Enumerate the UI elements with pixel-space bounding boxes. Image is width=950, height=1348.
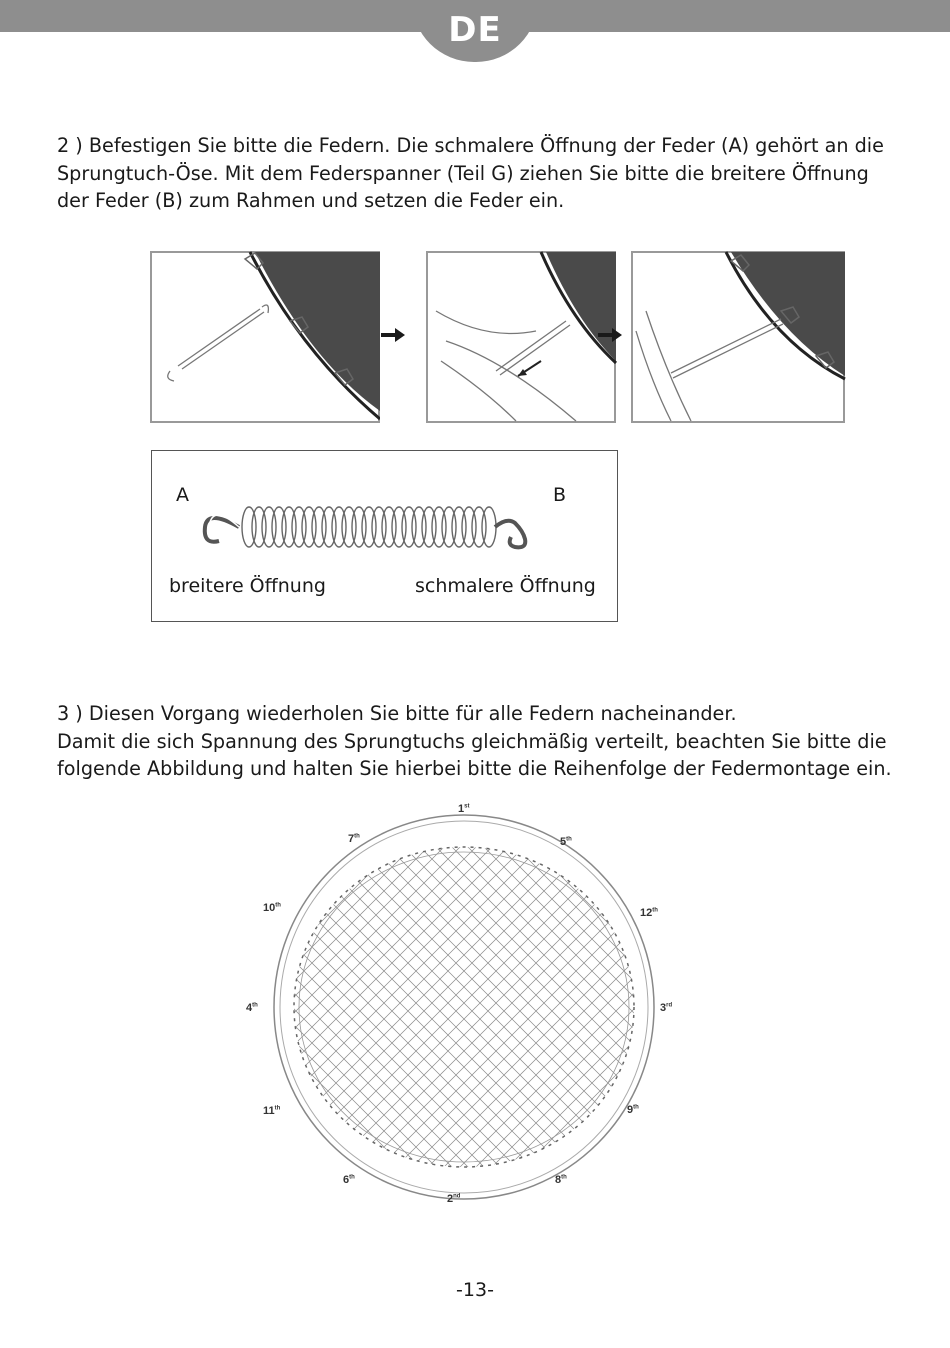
order-label-5: 5th	[560, 836, 572, 848]
order-label-2: 2nd	[447, 1193, 461, 1205]
trampoline-top-view	[232, 795, 697, 1225]
step-3-line-1: 3 ) Diesen Vorgang wiederholen Sie bitte für alle Federn nacheinander.	[57, 702, 737, 725]
order-label-3: 3rd	[660, 1002, 673, 1014]
order-label-9: 9th	[627, 1104, 639, 1116]
spring-diagram	[151, 450, 618, 622]
next-step-arrow-icon	[598, 327, 622, 343]
spring-order-diagram	[232, 795, 697, 1225]
illustration-step-a	[150, 251, 380, 423]
label-a: A	[176, 484, 189, 506]
order-label-4: 4th	[246, 1002, 258, 1014]
language-tab-label: DE	[448, 10, 502, 50]
page-number: -13-	[456, 1279, 494, 1301]
order-label-12: 12th	[640, 907, 658, 919]
step-2-instructions	[57, 132, 897, 215]
order-label-10: 10th	[263, 902, 281, 914]
spring-icon	[197, 499, 547, 555]
label-b: B	[553, 484, 567, 506]
caption-wide-opening: breitere Öffnung	[169, 575, 326, 597]
jumping-mat	[294, 847, 634, 1167]
illustration-step-c	[623, 251, 853, 423]
order-label-7: 7th	[348, 833, 360, 845]
order-label-8: 8th	[555, 1174, 567, 1186]
order-label-6: 6th	[343, 1174, 355, 1186]
caption-narrow-opening: schmalere Öffnung	[415, 575, 596, 597]
order-label-1: 1st	[458, 803, 470, 815]
step-3-line-2: Damit die sich Spannung des Sprungtuchs gleichmäßig verteilt, beachten Sie bitte die folgende Abbildung und halten Sie hierbei bitte die Reihenfolge der Federmontage ein.	[57, 729, 892, 780]
next-step-arrow-icon	[381, 327, 405, 343]
step-3-instructions	[57, 700, 897, 783]
order-label-11: 11th	[263, 1105, 281, 1117]
step-2-text: 2 ) Befestigen Sie bitte die Federn. Die schmalere Öffnung der Feder (A) gehört an die Sprungtuch-Öse. Mit dem Federspanner (Teil G) ziehen Sie bitte die breitere Öffnung der Feder (B) zum Rahmen und setzen die Feder ein.	[57, 134, 884, 212]
